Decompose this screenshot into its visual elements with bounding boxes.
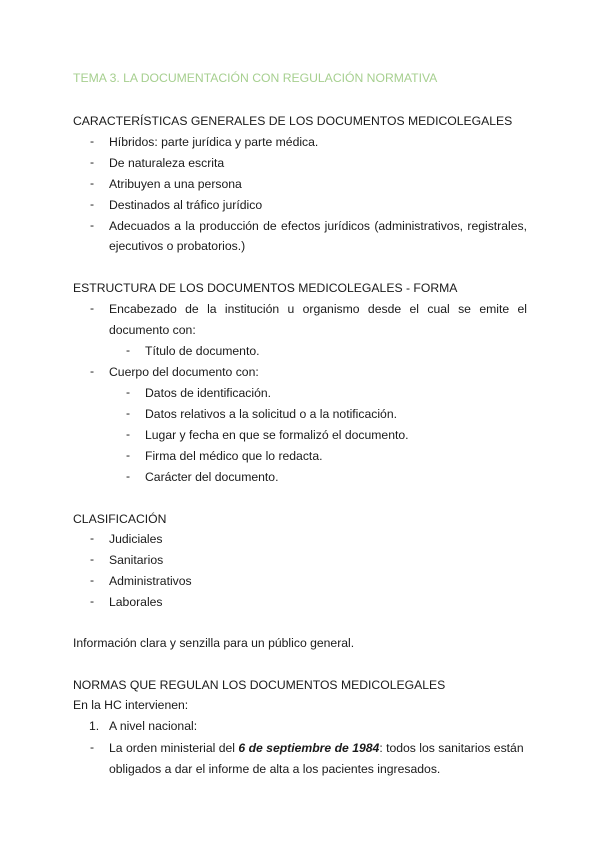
note-paragraph: Información clara y senzilla para un público general. [73,636,355,650]
bullet-dash: - [89,155,95,169]
list-item-continuation: documento con: [109,323,196,337]
bullet-dash: - [89,134,95,148]
bullet-dash: - [89,218,95,232]
list-item-continuation: ejecutivos o probatorios.) [109,239,246,253]
sub-list-item: Datos relativos a la solicitud o a la notificación. [145,407,398,421]
bullet-dash: - [89,364,95,378]
sub-bullet-dash: - [125,448,131,462]
sub-bullet-dash: - [125,343,131,357]
list-item-justified: Adecuados a la producción de efectos jurídicos (administrativos, registrales, [109,219,527,233]
bullet-dash: - [89,552,95,566]
numbered-label: 1. [89,719,100,733]
list-item-continuation: obligados a dar el informe de alta a los pacientes ingresados. [109,762,441,776]
law-line [109,740,524,756]
list-item: Sanitarios [109,553,164,567]
sub-bullet-dash: - [125,385,131,399]
sub-list-item: Datos de identificación. [145,386,272,400]
law-suffix: : todos los sanitarios están [379,741,524,755]
bullet-dash: - [89,531,95,545]
bullet-dash: - [89,573,95,587]
list-item: Administrativos [109,574,192,588]
intro-text: En la HC intervienen: [73,698,189,712]
sub-bullet-dash: - [125,469,131,483]
sub-list-item: Lugar y fecha en que se formalizó el documento. [145,428,409,442]
section-heading-caracteristicas: CARACTERÍSTICAS GENERALES DE LOS DOCUMENTOS MEDICOLEGALES [73,114,513,128]
bullet-dash: - [89,740,95,754]
law-date: 6 de septiembre de 1984 [238,741,380,755]
sub-list-item: Carácter del documento. [145,470,279,484]
bullet-dash: - [89,301,95,315]
section-heading-normas: NORMAS QUE REGULAN LOS DOCUMENTOS MEDICOLEGALES [73,678,446,692]
sub-list-item: Firma del médico que lo redacta. [145,449,323,463]
list-item: Judiciales [109,532,163,546]
sub-list-item: Título de documento. [145,344,260,358]
sub-bullet-dash: - [125,406,131,420]
section-heading-estructura: ESTRUCTURA DE LOS DOCUMENTOS MEDICOLEGALES - FORMA [73,281,458,295]
list-item: De naturaleza escrita [109,156,225,170]
numbered-item: A nivel nacional: [109,719,198,733]
bullet-dash: - [89,594,95,608]
document-title: TEMA 3. LA DOCUMENTACIÓN CON REGULACIÓN NORMATIVA [73,71,438,85]
sub-bullet-dash: - [125,427,131,441]
law-prefix: La orden ministerial del [109,741,239,755]
list-item: Atribuyen a una persona [109,177,242,191]
bullet-dash: - [89,197,95,211]
list-item: Híbridos: parte jurídica y parte médica. [109,135,319,149]
list-item-justified: Encabezado de la institución u organismo desde el cual se emite el [109,302,527,316]
list-item: Destinados al tráfico jurídico [109,198,263,212]
section-heading-clasificacion: CLASIFICACIÓN [73,512,167,526]
list-item: Laborales [109,595,163,609]
bullet-dash: - [89,176,95,190]
list-item: Cuerpo del documento con: [109,365,259,379]
